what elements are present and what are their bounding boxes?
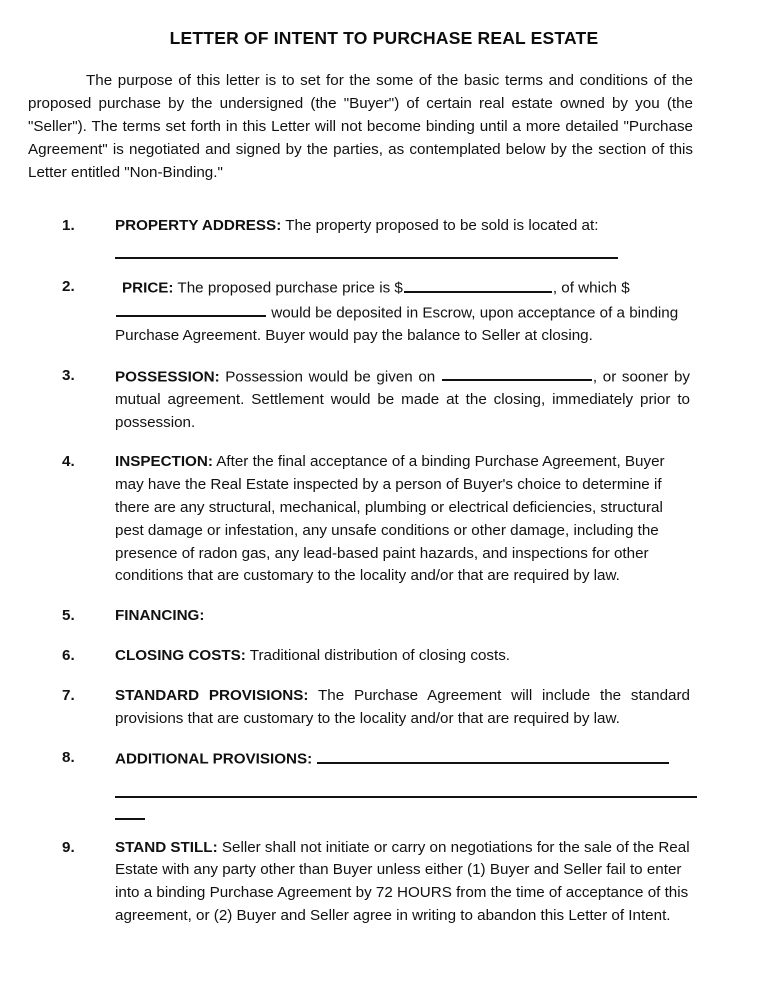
clause-inspection	[0, 451, 690, 588]
clause-possession	[0, 365, 690, 435]
clause-label: FINANCING:	[115, 607, 205, 625]
clause-number: 9.	[62, 838, 75, 856]
clause-number: 5.	[62, 607, 75, 625]
clause-body-text: Seller shall not initiate or carry on negotiations for the sale of the Real Estate with any party other than Buyer unless either (1) Buyer and Seller fail to enter into a binding Purchase Agreement by 72 HOURS from the time of acceptance of this agreement, or (2) Buyer and Seller agree in writing to abandon this Letter of Intent.	[115, 838, 690, 924]
additional-provisions-blank-3[interactable]	[115, 818, 145, 820]
additional-provisions-blank-2[interactable]	[115, 796, 697, 798]
additional-provisions-blank-1[interactable]	[317, 747, 669, 763]
price-text-between-blanks: , of which $	[552, 279, 630, 297]
clause-label: STANDARD PROVISIONS:	[115, 686, 309, 704]
clause-label: ADDITIONAL PROVISIONS:	[115, 750, 313, 768]
clause-text	[115, 685, 690, 731]
clause-number: 7.	[62, 686, 75, 704]
intro-paragraph: The purpose of this letter is to set for the some of the basic terms and conditions of the proposed purchase by the undersigned (the "Buyer") of certain real estate owned by you (the "Seller"). The terms set forth in this Letter will not become binding until a more detailed "Purchase Agreement" is negotiated and signed by the parties, as contemplated below by the section of this Letter entitled "Non-Binding."	[28, 72, 693, 182]
clause-body-text: The Purchase Agreement will include the standard provisions that are customary to the locality and/or that are required by law.	[115, 686, 690, 727]
clause-number: 8.	[62, 749, 75, 767]
clause-text	[115, 451, 690, 588]
clause-property-address	[0, 215, 690, 259]
clause-price	[0, 276, 690, 347]
clause-text	[115, 747, 690, 771]
possession-text-after-blank: , or sooner by mutual agreement. Settlement would be made at the closing, immediately prior to possession.	[115, 367, 690, 431]
clause-text	[115, 837, 690, 928]
escrow-deposit-blank[interactable]	[116, 301, 266, 317]
clause-body-text: After the final acceptance of a binding Purchase Agreement, Buyer may have the Real Estate inspected by a person of Buyer's choice to determine if there are any structural, mechanical, plumbing or electrical deficiencies, structural pest damage or infestation, any unsafe conditions or other damage, including the presence of radon gas, any lead-based paint hazards, and inspections for other conditions that are customary to the locality and/or that are required by law.	[115, 453, 665, 585]
clause-text	[115, 645, 690, 668]
clause-list	[0, 184, 768, 927]
clause-label: PRICE:	[122, 279, 174, 297]
possession-date-blank[interactable]	[442, 365, 592, 381]
clause-number: 1.	[62, 217, 75, 235]
clause-label: INSPECTION:	[115, 453, 213, 471]
price-text-after-blank: would be deposited in Escrow, upon acceptance of a binding Purchase Agreement. Buyer would pay the balance to Seller at closing.	[115, 303, 679, 344]
clause-text	[115, 365, 690, 435]
clause-text	[115, 215, 690, 238]
clause-text	[115, 605, 690, 628]
clause-label: CLOSING COSTS:	[115, 646, 246, 664]
clause-text	[115, 276, 690, 347]
clause-additional-provisions	[0, 747, 690, 819]
page-title: LETTER OF INTENT TO PURCHASE REAL ESTATE	[169, 28, 599, 48]
possession-text-before-blank: Possession would be given on	[219, 367, 441, 385]
clause-label: STAND STILL:	[115, 838, 218, 856]
clause-number: 3.	[62, 366, 75, 384]
clause-label: PROPERTY ADDRESS:	[115, 217, 282, 235]
clause-financing	[0, 605, 690, 628]
clause-body-text: The property proposed to be sold is located at:	[281, 217, 599, 235]
clause-body-text: Traditional distribution of closing costs.	[245, 646, 511, 664]
clause-number: 4.	[62, 453, 75, 471]
purchase-price-blank[interactable]	[404, 276, 552, 292]
clause-standard-provisions	[0, 685, 690, 731]
price-text-before-blank: The proposed purchase price is $	[173, 279, 403, 297]
clause-number: 6.	[62, 646, 75, 664]
clause-stand-still	[0, 837, 690, 928]
clause-label: POSSESSION:	[115, 367, 220, 385]
clause-closing-costs	[0, 645, 690, 668]
clause-number: 2.	[62, 278, 75, 296]
property-address-blank-line[interactable]	[115, 257, 618, 259]
